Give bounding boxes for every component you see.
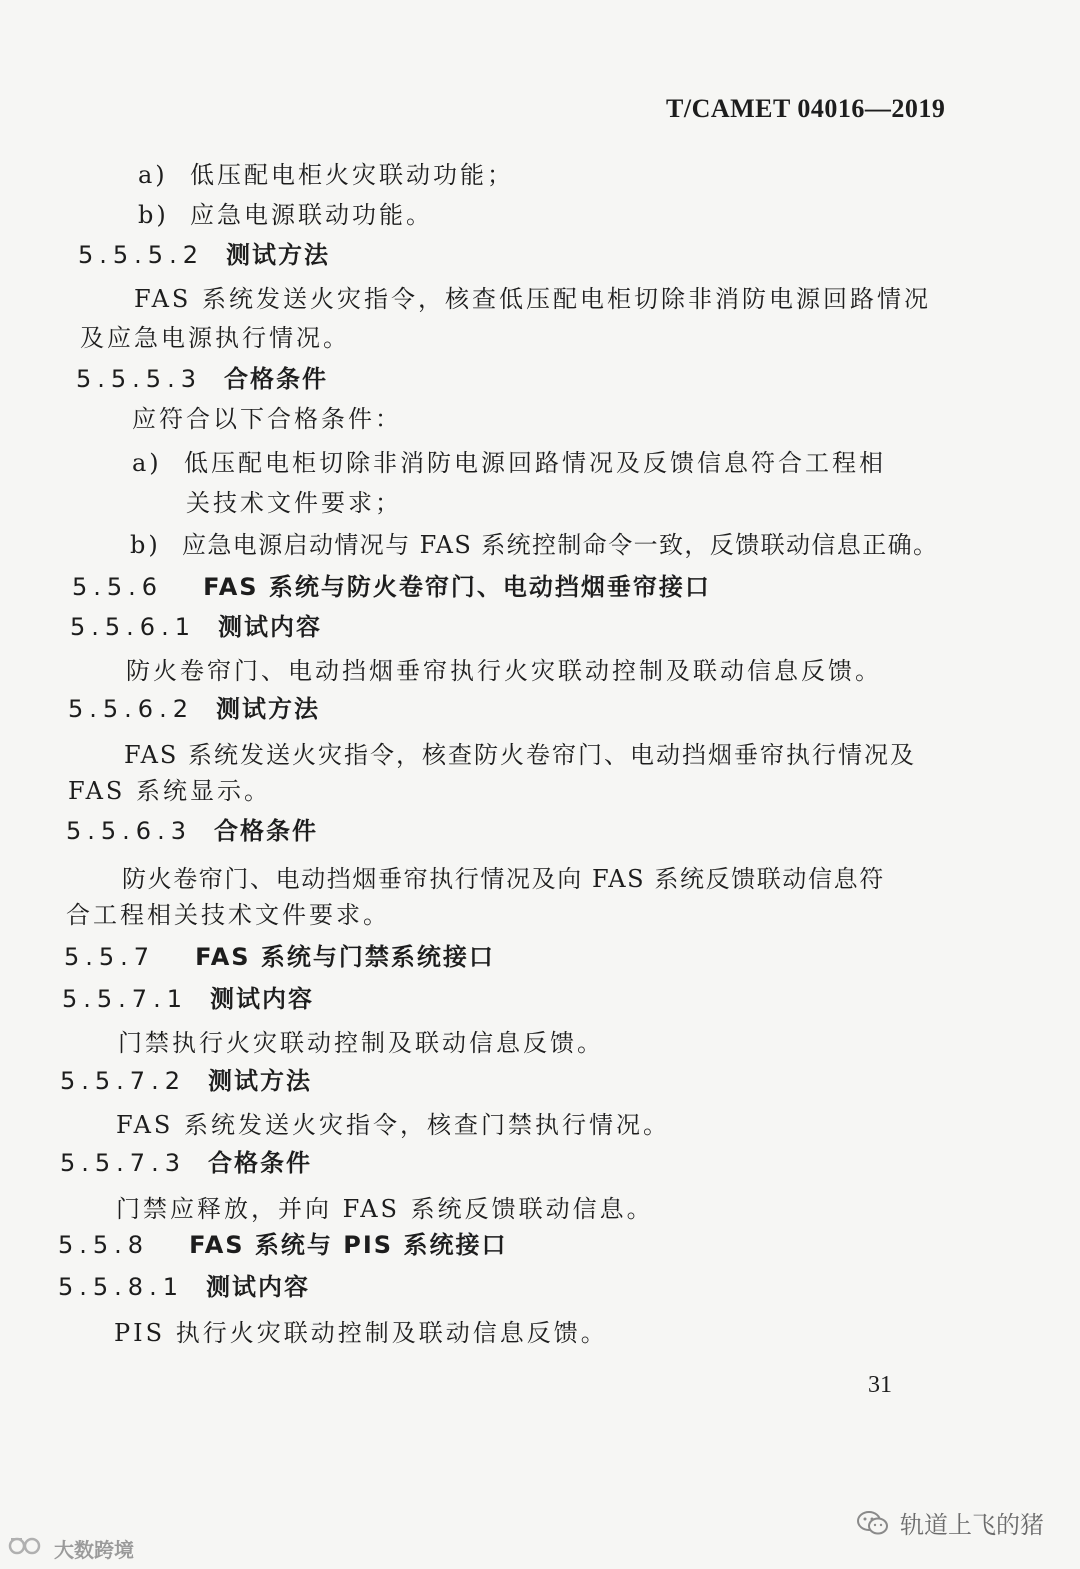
section-number: 5.5.6.2 — [68, 695, 194, 723]
list-marker: b) — [130, 531, 161, 559]
list-text-continued: 关技术文件要求； — [186, 489, 402, 517]
section-title: 测试方法 — [225, 241, 330, 269]
section-number: 5.5.7.3 — [60, 1149, 186, 1177]
paragraph-line: 及应急电源执行情况。 — [80, 324, 350, 352]
section-heading — [64, 942, 495, 972]
section-number: 5.5.6.1 — [70, 613, 196, 641]
list-item — [130, 530, 938, 560]
watermark-logo — [8, 1534, 134, 1563]
watermark-text: 大数跨境 — [54, 1538, 134, 1562]
section-heading — [68, 694, 320, 724]
section-heading — [58, 1230, 507, 1260]
list-item — [138, 160, 514, 190]
list-item — [138, 200, 433, 230]
section-heading — [66, 816, 318, 846]
list-text: 低压配电柜切除非消防电源回路情况及反馈信息符合工程相 — [184, 449, 886, 477]
section-title: 测试方法 — [207, 1067, 312, 1095]
section-heading — [62, 984, 314, 1014]
section-number: 5.5.6 — [72, 573, 164, 601]
section-number: 5.5.8.1 — [58, 1273, 184, 1301]
wechat-icon — [856, 1510, 890, 1536]
list-marker: a) — [132, 449, 162, 477]
section-title: 合格条件 — [207, 1149, 312, 1177]
paragraph-line: 防火卷帘门、电动挡烟垂帘执行火灾联动控制及联动信息反馈。 — [126, 657, 882, 685]
paragraph-line: PIS 执行火灾联动控制及联动信息反馈。 — [114, 1319, 608, 1347]
section-number: 5.5.7.2 — [60, 1067, 186, 1095]
section-heading — [60, 1066, 312, 1096]
section-heading — [72, 572, 711, 602]
section-number: 5.5.7.1 — [62, 985, 188, 1013]
paragraph-line: 门禁应释放，并向 FAS 系统反馈联动信息。 — [116, 1195, 654, 1223]
section-heading — [60, 1148, 312, 1178]
section-number: 5.5.7 — [64, 943, 156, 971]
section-title: 测试方法 — [215, 695, 320, 723]
section-number: 5.5.5.2 — [78, 241, 204, 269]
section-number: 5.5.8 — [58, 1231, 150, 1259]
section-heading — [76, 364, 328, 394]
logo-icon — [8, 1535, 48, 1562]
standard-code: T/CAMET 04016—2019 — [666, 94, 946, 123]
paragraph-line: FAS 系统发送火灾指令，核查低压配电柜切除非消防电源回路情况 — [134, 285, 931, 313]
section-title: FAS 系统与门禁系统接口 — [195, 943, 495, 971]
section-title: FAS 系统与 PIS 系统接口 — [189, 1231, 508, 1259]
list-item — [132, 448, 886, 478]
section-title: 测试内容 — [217, 613, 322, 641]
watermark-wechat — [856, 1505, 1044, 1540]
section-heading — [78, 240, 330, 270]
section-title: 测试内容 — [209, 985, 314, 1013]
section-number: 5.5.5.3 — [76, 365, 202, 393]
section-title: 合格条件 — [213, 817, 318, 845]
section-title: FAS 系统与防火卷帘门、电动挡烟垂帘接口 — [203, 573, 711, 601]
watermark-text: 轨道上飞的猪 — [900, 1511, 1044, 1539]
section-title: 合格条件 — [223, 365, 328, 393]
section-number: 5.5.6.3 — [66, 817, 192, 845]
list-marker: a) — [138, 161, 168, 189]
section-heading — [58, 1272, 310, 1302]
paragraph-line: 门禁执行火灾联动控制及联动信息反馈。 — [118, 1029, 604, 1057]
list-text: 低压配电柜火灾联动功能； — [190, 161, 514, 189]
paragraph-line: 应符合以下合格条件： — [132, 405, 402, 433]
section-heading — [70, 612, 322, 642]
paragraph-line: FAS 系统显示。 — [68, 777, 271, 805]
list-marker: b) — [138, 201, 169, 229]
page-number: 31 — [868, 1372, 892, 1398]
list-text: 应急电源联动功能。 — [190, 201, 433, 229]
paragraph-line: FAS 系统发送火灾指令，核查门禁执行情况。 — [116, 1111, 670, 1139]
paragraph-line: FAS 系统发送火灾指令，核查防火卷帘门、电动挡烟垂帘执行情况及 — [124, 741, 916, 769]
paragraph-line: 合工程相关技术文件要求。 — [66, 901, 390, 929]
list-text: 应急电源启动情况与 FAS 系统控制命令一致，反馈联动信息正确。 — [182, 531, 939, 559]
section-title: 测试内容 — [205, 1273, 310, 1301]
paragraph-line: 防火卷帘门、电动挡烟垂帘执行情况及向 FAS 系统反馈联动信息符 — [122, 865, 885, 893]
